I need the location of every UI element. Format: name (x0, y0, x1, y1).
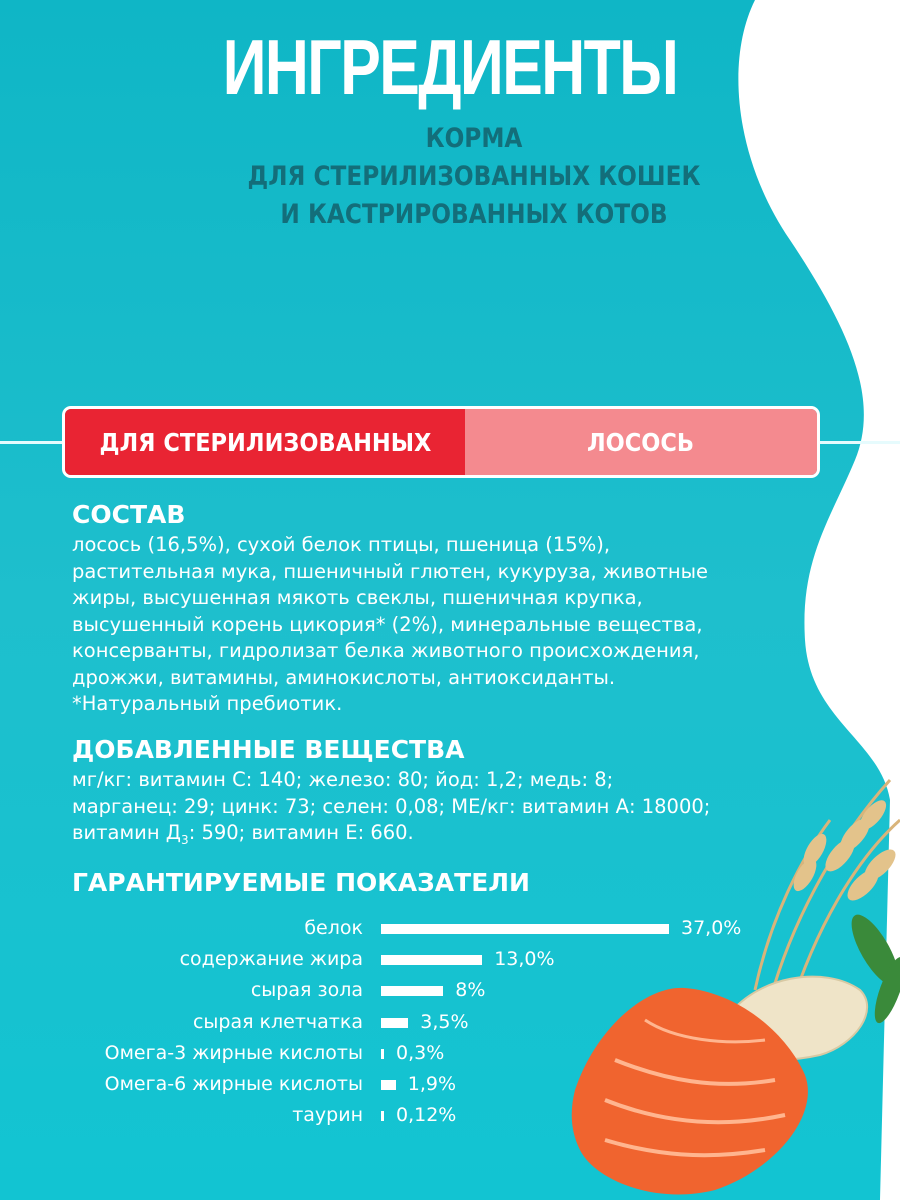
product-tabs (62, 406, 820, 478)
tab-sterilized[interactable] (65, 409, 465, 475)
metric-label: белок (304, 917, 363, 939)
additives-heading: ДОБАВЛЕННЫЕ ВЕЩЕСТВА (72, 735, 465, 764)
subtitle-line: ДЛЯ СТЕРИЛИЗОВАННЫХ КОШЕК (247, 161, 701, 192)
composition-heading: СОСТАВ (72, 500, 186, 529)
metric-row (0, 1102, 900, 1128)
vitamin-d-label: витамин Д (72, 821, 182, 844)
metric-bar (381, 1049, 384, 1059)
metric-bar (381, 986, 443, 996)
composition-text (72, 532, 812, 718)
metric-value: 1,9% (407, 1073, 457, 1095)
metric-row (0, 1009, 900, 1035)
metric-value: 3,5% (420, 1010, 469, 1033)
metric-value: 37,0% (681, 917, 742, 939)
subtitle-line: КОРМА (425, 123, 523, 154)
composition-line: *Натуральный пребиотик. (72, 692, 343, 715)
composition-line: консерванты, гидролизат белка животного происхождения, (72, 639, 700, 662)
metric-value: 0,12% (396, 1104, 457, 1127)
page-title: ИНГРЕДИЕНТЫ (222, 23, 678, 111)
metric-label: таурин (292, 1104, 363, 1127)
metric-value: 0,3% (396, 1041, 445, 1064)
page-subtitle (66, 120, 881, 234)
metric-bar (381, 1080, 396, 1090)
metric-bar (381, 1018, 408, 1028)
composition-line: лосось (16,5%), сухой белок птицы, пшеница (15%), (72, 533, 611, 556)
metric-bar (381, 955, 482, 965)
additives-line: марганец: 29; цинк: 73; селен: 0,08; МЕ/кг: витамин А: 18000; (72, 794, 711, 818)
metric-row (0, 977, 900, 1003)
metric-value: 8% (455, 979, 486, 1002)
metric-value: 13,0% (494, 948, 555, 971)
subtitle-line: И КАСТРИРОВАННЫХ КОТОВ (280, 199, 668, 230)
metric-label: сырая клетчатка (192, 1010, 363, 1033)
metric-row (0, 1040, 900, 1066)
metric-label: сырая зола (250, 979, 363, 1002)
tab-label: ЛОСОСЬ (587, 427, 695, 457)
vitamin-d-rest: : 590; витамин Е: 660. (188, 821, 414, 844)
metric-label: Омега-6 жирные кислоты (104, 1073, 363, 1095)
vitamin-d-subscript: 3 (181, 832, 189, 847)
metric-label: Омега-3 жирные кислоты (104, 1041, 363, 1064)
metric-row (0, 1071, 900, 1097)
tab-salmon[interactable] (465, 409, 817, 475)
composition-line: растительная мука, пшеничный глютен, кукуруза, животные (72, 559, 709, 583)
guaranteed-heading: ГАРАНТИРУЕМЫЕ ПОКАЗАТЕЛИ (72, 868, 530, 897)
metric-bar (381, 924, 669, 934)
composition-line: высушенный корень цикория* (2%), минеральные вещества, (72, 612, 703, 636)
metric-bar (381, 1111, 384, 1121)
composition-line: дрожжи, витамины, аминокислоты, антиоксиданты. (72, 665, 616, 689)
tab-label: ДЛЯ СТЕРИЛИЗОВАННЫХ (99, 427, 431, 457)
composition-line: жиры, высушенная мякоть свеклы, пшеничная крупка, (72, 586, 643, 609)
metric-row (0, 946, 900, 972)
additives-line: мг/кг: витамин С: 140; железо: 80; йод: 1,2; медь: 8; (72, 768, 614, 791)
metric-label: содержание жира (179, 948, 363, 971)
metric-row (0, 915, 900, 941)
